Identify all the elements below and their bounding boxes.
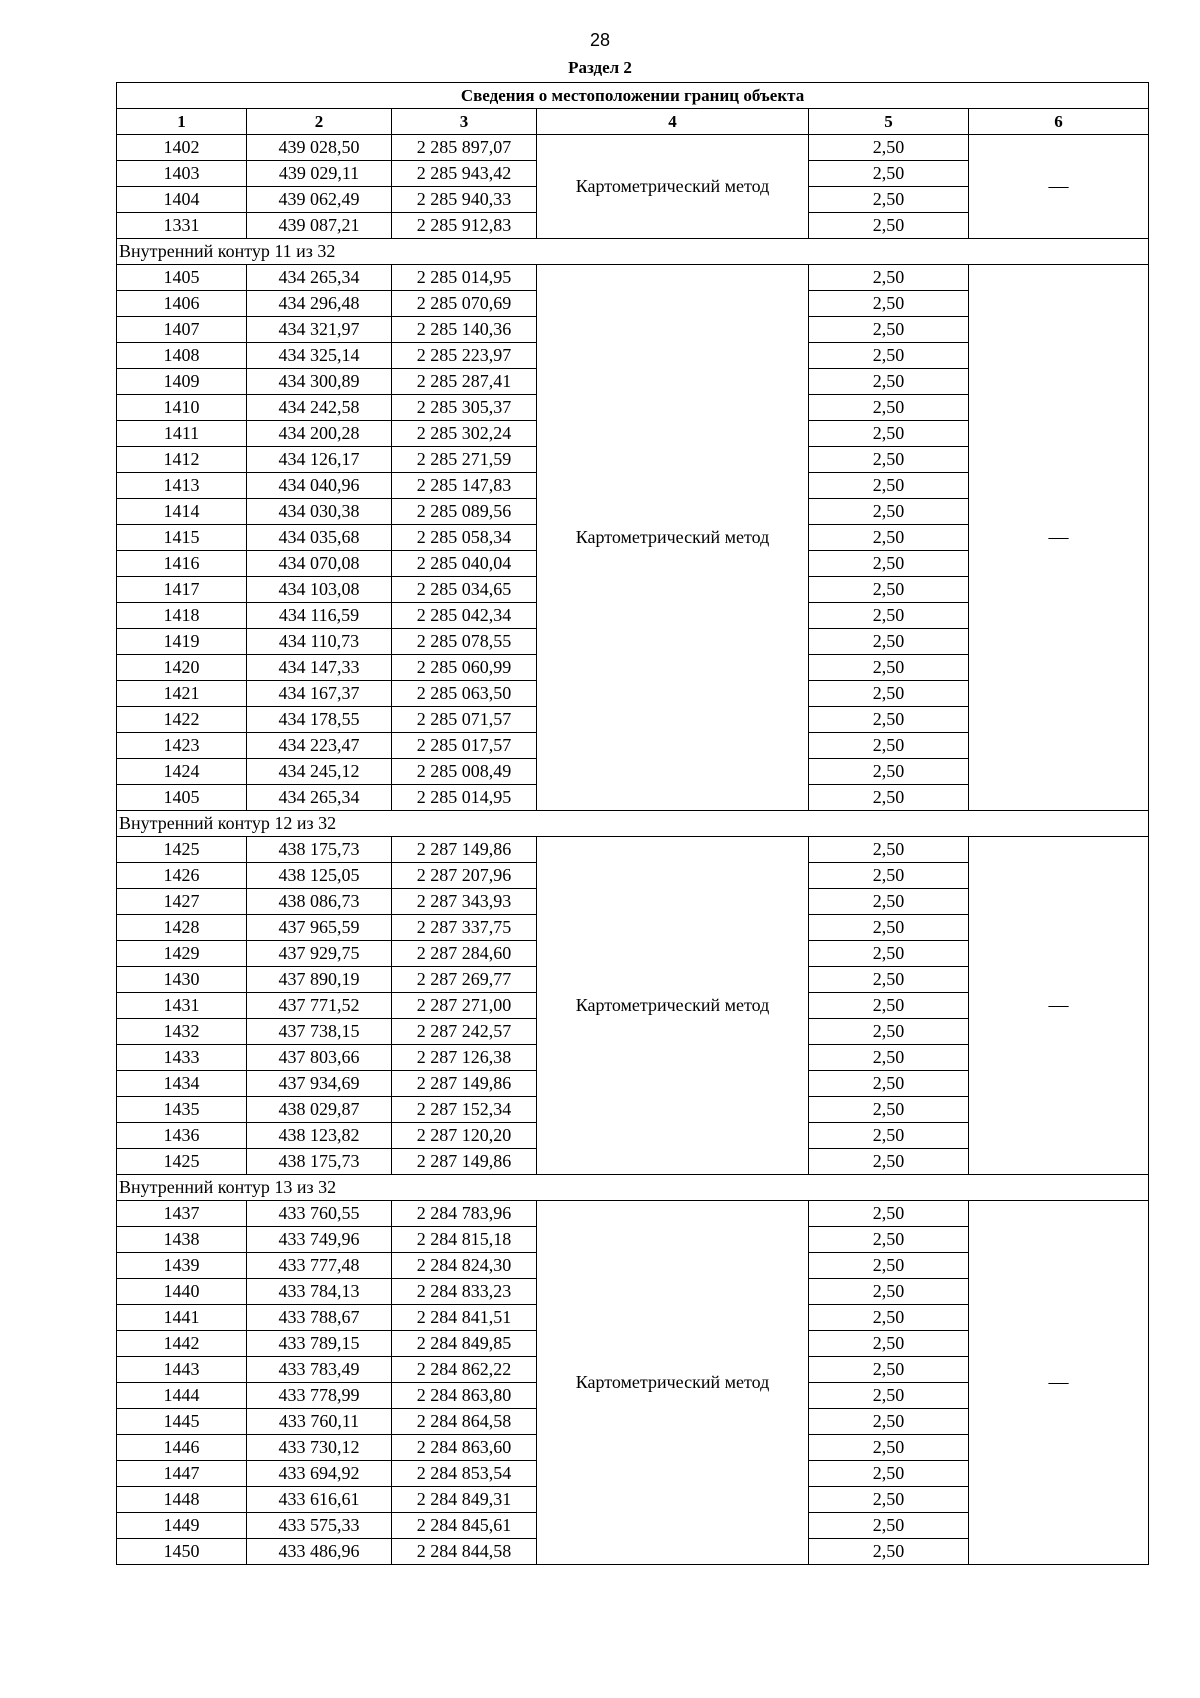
accuracy-cell: 2,50 <box>809 213 969 239</box>
accuracy-cell: 2,50 <box>809 1097 969 1123</box>
x-coordinate-cell: 433 778,99 <box>247 1383 392 1409</box>
point-number-cell: 1430 <box>117 967 247 993</box>
x-coordinate-cell: 434 242,58 <box>247 395 392 421</box>
x-coordinate-cell: 434 296,48 <box>247 291 392 317</box>
point-number-cell: 1448 <box>117 1487 247 1513</box>
x-coordinate-cell: 433 575,33 <box>247 1513 392 1539</box>
accuracy-cell: 2,50 <box>809 1279 969 1305</box>
point-number-cell: 1436 <box>117 1123 247 1149</box>
point-number-cell: 1421 <box>117 681 247 707</box>
point-number-cell: 1447 <box>117 1461 247 1487</box>
point-number-cell: 1410 <box>117 395 247 421</box>
method-cell: Картометрический метод <box>537 265 809 811</box>
y-coordinate-cell: 2 287 337,75 <box>392 915 537 941</box>
y-coordinate-cell: 2 285 302,24 <box>392 421 537 447</box>
point-number-cell: 1442 <box>117 1331 247 1357</box>
x-coordinate-cell: 438 125,05 <box>247 863 392 889</box>
accuracy-cell: 2,50 <box>809 1019 969 1045</box>
x-coordinate-cell: 433 789,15 <box>247 1331 392 1357</box>
accuracy-cell: 2,50 <box>809 1331 969 1357</box>
y-coordinate-cell: 2 285 305,37 <box>392 395 537 421</box>
y-coordinate-cell: 2 284 862,22 <box>392 1357 537 1383</box>
y-coordinate-cell: 2 285 040,04 <box>392 551 537 577</box>
x-coordinate-cell: 434 030,38 <box>247 499 392 525</box>
accuracy-cell: 2,50 <box>809 1409 969 1435</box>
y-coordinate-cell: 2 287 149,86 <box>392 1071 537 1097</box>
accuracy-cell: 2,50 <box>809 967 969 993</box>
y-coordinate-cell: 2 285 014,95 <box>392 785 537 811</box>
table-body <box>117 135 1149 1565</box>
accuracy-cell: 2,50 <box>809 369 969 395</box>
y-coordinate-cell: 2 285 287,41 <box>392 369 537 395</box>
accuracy-cell: 2,50 <box>809 499 969 525</box>
y-coordinate-cell: 2 287 343,93 <box>392 889 537 915</box>
accuracy-cell: 2,50 <box>809 1305 969 1331</box>
accuracy-cell: 2,50 <box>809 707 969 733</box>
accuracy-cell: 2,50 <box>809 473 969 499</box>
y-coordinate-cell: 2 284 853,54 <box>392 1461 537 1487</box>
accuracy-cell: 2,50 <box>809 1201 969 1227</box>
accuracy-cell: 2,50 <box>809 1357 969 1383</box>
table-row <box>117 135 1149 161</box>
accuracy-cell: 2,50 <box>809 343 969 369</box>
x-coordinate-cell: 437 890,19 <box>247 967 392 993</box>
accuracy-cell: 2,50 <box>809 1045 969 1071</box>
point-number-cell: 1407 <box>117 317 247 343</box>
x-coordinate-cell: 434 321,97 <box>247 317 392 343</box>
x-coordinate-cell: 433 730,12 <box>247 1435 392 1461</box>
y-coordinate-cell: 2 284 863,60 <box>392 1435 537 1461</box>
column-header: 4 <box>537 109 809 135</box>
y-coordinate-cell: 2 284 849,31 <box>392 1487 537 1513</box>
y-coordinate-cell: 2 285 223,97 <box>392 343 537 369</box>
page-number: 28 <box>589 30 611 50</box>
accuracy-cell: 2,50 <box>809 291 969 317</box>
point-number-cell: 1432 <box>117 1019 247 1045</box>
method-cell: Картометрический метод <box>537 135 809 239</box>
point-number-cell: 1415 <box>117 525 247 551</box>
point-number-cell: 1413 <box>117 473 247 499</box>
point-number-cell: 1427 <box>117 889 247 915</box>
point-number-cell: 1438 <box>117 1227 247 1253</box>
column-header-row <box>117 109 1149 135</box>
accuracy-cell: 2,50 <box>809 863 969 889</box>
y-coordinate-cell: 2 285 912,83 <box>392 213 537 239</box>
method-cell: Картометрический метод <box>537 837 809 1175</box>
x-coordinate-cell: 439 028,50 <box>247 135 392 161</box>
point-number-cell: 1420 <box>117 655 247 681</box>
point-number-cell: 1431 <box>117 993 247 1019</box>
accuracy-cell: 2,50 <box>809 577 969 603</box>
point-number-cell: 1422 <box>117 707 247 733</box>
point-number-cell: 1412 <box>117 447 247 473</box>
column-header: 3 <box>392 109 537 135</box>
point-number-cell: 1450 <box>117 1539 247 1565</box>
accuracy-cell: 2,50 <box>809 1435 969 1461</box>
accuracy-cell: 2,50 <box>809 1071 969 1097</box>
y-coordinate-cell: 2 285 017,57 <box>392 733 537 759</box>
y-coordinate-cell: 2 284 845,61 <box>392 1513 537 1539</box>
y-coordinate-cell: 2 287 284,60 <box>392 941 537 967</box>
accuracy-cell: 2,50 <box>809 161 969 187</box>
accuracy-cell: 2,50 <box>809 447 969 473</box>
point-number-cell: 1440 <box>117 1279 247 1305</box>
point-number-cell: 1408 <box>117 343 247 369</box>
accuracy-cell: 2,50 <box>809 1539 969 1565</box>
x-coordinate-cell: 434 178,55 <box>247 707 392 733</box>
accuracy-cell: 2,50 <box>809 733 969 759</box>
x-coordinate-cell: 434 103,08 <box>247 577 392 603</box>
contour-title: Внутренний контур 11 из 32 <box>117 239 1149 265</box>
accuracy-cell: 2,50 <box>809 655 969 681</box>
x-coordinate-cell: 439 029,11 <box>247 161 392 187</box>
y-coordinate-cell: 2 285 071,57 <box>392 707 537 733</box>
accuracy-cell: 2,50 <box>809 915 969 941</box>
x-coordinate-cell: 434 035,68 <box>247 525 392 551</box>
accuracy-cell: 2,50 <box>809 785 969 811</box>
y-coordinate-cell: 2 287 149,86 <box>392 1149 537 1175</box>
column-header: 6 <box>969 109 1149 135</box>
point-number-cell: 1331 <box>117 213 247 239</box>
point-number-cell: 1428 <box>117 915 247 941</box>
x-coordinate-cell: 434 147,33 <box>247 655 392 681</box>
y-coordinate-cell: 2 285 147,83 <box>392 473 537 499</box>
y-coordinate-cell: 2 285 034,65 <box>392 577 537 603</box>
y-coordinate-cell: 2 284 863,80 <box>392 1383 537 1409</box>
y-coordinate-cell: 2 287 126,38 <box>392 1045 537 1071</box>
point-number-cell: 1425 <box>117 1149 247 1175</box>
column-header: 5 <box>809 109 969 135</box>
x-coordinate-cell: 434 300,89 <box>247 369 392 395</box>
accuracy-cell: 2,50 <box>809 629 969 655</box>
point-number-cell: 1402 <box>117 135 247 161</box>
column-header: 1 <box>117 109 247 135</box>
y-coordinate-cell: 2 284 815,18 <box>392 1227 537 1253</box>
y-coordinate-cell: 2 284 841,51 <box>392 1305 537 1331</box>
point-number-cell: 1403 <box>117 161 247 187</box>
y-coordinate-cell: 2 285 140,36 <box>392 317 537 343</box>
point-number-cell: 1439 <box>117 1253 247 1279</box>
y-coordinate-cell: 2 285 940,33 <box>392 187 537 213</box>
x-coordinate-cell: 433 783,49 <box>247 1357 392 1383</box>
y-coordinate-cell: 2 287 269,77 <box>392 967 537 993</box>
accuracy-cell: 2,50 <box>809 1149 969 1175</box>
x-coordinate-cell: 433 694,92 <box>247 1461 392 1487</box>
section-title: Раздел 2 <box>568 58 632 77</box>
y-coordinate-cell: 2 285 943,42 <box>392 161 537 187</box>
accuracy-cell: 2,50 <box>809 317 969 343</box>
x-coordinate-cell: 437 803,66 <box>247 1045 392 1071</box>
y-coordinate-cell: 2 285 060,99 <box>392 655 537 681</box>
point-number-cell: 1425 <box>117 837 247 863</box>
x-coordinate-cell: 434 245,12 <box>247 759 392 785</box>
y-coordinate-cell: 2 285 063,50 <box>392 681 537 707</box>
y-coordinate-cell: 2 284 864,58 <box>392 1409 537 1435</box>
x-coordinate-cell: 433 777,48 <box>247 1253 392 1279</box>
table-caption: Сведения о местоположении границ объекта <box>117 83 1149 109</box>
y-coordinate-cell: 2 287 120,20 <box>392 1123 537 1149</box>
y-coordinate-cell: 2 284 849,85 <box>392 1331 537 1357</box>
x-coordinate-cell: 433 788,67 <box>247 1305 392 1331</box>
column-6-cell: — <box>969 1201 1149 1565</box>
accuracy-cell: 2,50 <box>809 525 969 551</box>
point-number-cell: 1435 <box>117 1097 247 1123</box>
method-cell: Картометрический метод <box>537 1201 809 1565</box>
x-coordinate-cell: 437 934,69 <box>247 1071 392 1097</box>
contour-title-row <box>117 811 1149 837</box>
accuracy-cell: 2,50 <box>809 421 969 447</box>
x-coordinate-cell: 434 167,37 <box>247 681 392 707</box>
point-number-cell: 1417 <box>117 577 247 603</box>
x-coordinate-cell: 438 086,73 <box>247 889 392 915</box>
x-coordinate-cell: 437 929,75 <box>247 941 392 967</box>
x-coordinate-cell: 433 760,11 <box>247 1409 392 1435</box>
point-number-cell: 1445 <box>117 1409 247 1435</box>
y-coordinate-cell: 2 287 242,57 <box>392 1019 537 1045</box>
point-number-cell: 1418 <box>117 603 247 629</box>
point-number-cell: 1404 <box>117 187 247 213</box>
x-coordinate-cell: 438 175,73 <box>247 837 392 863</box>
y-coordinate-cell: 2 284 824,30 <box>392 1253 537 1279</box>
table-row <box>117 265 1149 291</box>
x-coordinate-cell: 437 965,59 <box>247 915 392 941</box>
x-coordinate-cell: 434 040,96 <box>247 473 392 499</box>
accuracy-cell: 2,50 <box>809 551 969 577</box>
point-number-cell: 1426 <box>117 863 247 889</box>
x-coordinate-cell: 434 325,14 <box>247 343 392 369</box>
x-coordinate-cell: 433 486,96 <box>247 1539 392 1565</box>
point-number-cell: 1434 <box>117 1071 247 1097</box>
contour-title: Внутренний контур 12 из 32 <box>117 811 1149 837</box>
accuracy-cell: 2,50 <box>809 395 969 421</box>
accuracy-cell: 2,50 <box>809 135 969 161</box>
table-row <box>117 1201 1149 1227</box>
point-number-cell: 1409 <box>117 369 247 395</box>
x-coordinate-cell: 433 616,61 <box>247 1487 392 1513</box>
x-coordinate-cell: 434 265,34 <box>247 265 392 291</box>
accuracy-cell: 2,50 <box>809 1123 969 1149</box>
point-number-cell: 1449 <box>117 1513 247 1539</box>
column-6-cell: — <box>969 837 1149 1175</box>
y-coordinate-cell: 2 287 207,96 <box>392 863 537 889</box>
accuracy-cell: 2,50 <box>809 1461 969 1487</box>
x-coordinate-cell: 434 265,34 <box>247 785 392 811</box>
point-number-cell: 1414 <box>117 499 247 525</box>
point-number-cell: 1419 <box>117 629 247 655</box>
y-coordinate-cell: 2 285 014,95 <box>392 265 537 291</box>
y-coordinate-cell: 2 284 833,23 <box>392 1279 537 1305</box>
x-coordinate-cell: 434 200,28 <box>247 421 392 447</box>
accuracy-cell: 2,50 <box>809 993 969 1019</box>
accuracy-cell: 2,50 <box>809 759 969 785</box>
x-coordinate-cell: 437 738,15 <box>247 1019 392 1045</box>
point-number-cell: 1433 <box>117 1045 247 1071</box>
accuracy-cell: 2,50 <box>809 1227 969 1253</box>
x-coordinate-cell: 438 175,73 <box>247 1149 392 1175</box>
x-coordinate-cell: 433 760,55 <box>247 1201 392 1227</box>
accuracy-cell: 2,50 <box>809 265 969 291</box>
x-coordinate-cell: 439 087,21 <box>247 213 392 239</box>
y-coordinate-cell: 2 285 271,59 <box>392 447 537 473</box>
accuracy-cell: 2,50 <box>809 941 969 967</box>
y-coordinate-cell: 2 287 152,34 <box>392 1097 537 1123</box>
accuracy-cell: 2,50 <box>809 1513 969 1539</box>
y-coordinate-cell: 2 285 070,69 <box>392 291 537 317</box>
boundary-coordinates-table <box>116 82 1149 1565</box>
accuracy-cell: 2,50 <box>809 1487 969 1513</box>
y-coordinate-cell: 2 285 008,49 <box>392 759 537 785</box>
contour-title-row <box>117 239 1149 265</box>
y-coordinate-cell: 2 284 844,58 <box>392 1539 537 1565</box>
y-coordinate-cell: 2 285 042,34 <box>392 603 537 629</box>
point-number-cell: 1411 <box>117 421 247 447</box>
y-coordinate-cell: 2 285 089,56 <box>392 499 537 525</box>
accuracy-cell: 2,50 <box>809 603 969 629</box>
accuracy-cell: 2,50 <box>809 187 969 213</box>
accuracy-cell: 2,50 <box>809 837 969 863</box>
point-number-cell: 1423 <box>117 733 247 759</box>
point-number-cell: 1444 <box>117 1383 247 1409</box>
accuracy-cell: 2,50 <box>809 1253 969 1279</box>
x-coordinate-cell: 434 070,08 <box>247 551 392 577</box>
x-coordinate-cell: 439 062,49 <box>247 187 392 213</box>
column-header: 2 <box>247 109 392 135</box>
point-number-cell: 1441 <box>117 1305 247 1331</box>
column-6-cell: — <box>969 265 1149 811</box>
point-number-cell: 1437 <box>117 1201 247 1227</box>
point-number-cell: 1405 <box>117 785 247 811</box>
y-coordinate-cell: 2 287 149,86 <box>392 837 537 863</box>
point-number-cell: 1429 <box>117 941 247 967</box>
y-coordinate-cell: 2 285 058,34 <box>392 525 537 551</box>
point-number-cell: 1416 <box>117 551 247 577</box>
contour-title: Внутренний контур 13 из 32 <box>117 1175 1149 1201</box>
y-coordinate-cell: 2 284 783,96 <box>392 1201 537 1227</box>
x-coordinate-cell: 433 784,13 <box>247 1279 392 1305</box>
x-coordinate-cell: 433 749,96 <box>247 1227 392 1253</box>
x-coordinate-cell: 434 223,47 <box>247 733 392 759</box>
point-number-cell: 1406 <box>117 291 247 317</box>
y-coordinate-cell: 2 287 271,00 <box>392 993 537 1019</box>
point-number-cell: 1446 <box>117 1435 247 1461</box>
point-number-cell: 1424 <box>117 759 247 785</box>
x-coordinate-cell: 438 029,87 <box>247 1097 392 1123</box>
column-6-cell: — <box>969 135 1149 239</box>
x-coordinate-cell: 437 771,52 <box>247 993 392 1019</box>
x-coordinate-cell: 434 110,73 <box>247 629 392 655</box>
accuracy-cell: 2,50 <box>809 889 969 915</box>
contour-title-row <box>117 1175 1149 1201</box>
table-row <box>117 837 1149 863</box>
y-coordinate-cell: 2 285 078,55 <box>392 629 537 655</box>
x-coordinate-cell: 434 126,17 <box>247 447 392 473</box>
accuracy-cell: 2,50 <box>809 681 969 707</box>
point-number-cell: 1443 <box>117 1357 247 1383</box>
x-coordinate-cell: 434 116,59 <box>247 603 392 629</box>
x-coordinate-cell: 438 123,82 <box>247 1123 392 1149</box>
point-number-cell: 1405 <box>117 265 247 291</box>
y-coordinate-cell: 2 285 897,07 <box>392 135 537 161</box>
accuracy-cell: 2,50 <box>809 1383 969 1409</box>
